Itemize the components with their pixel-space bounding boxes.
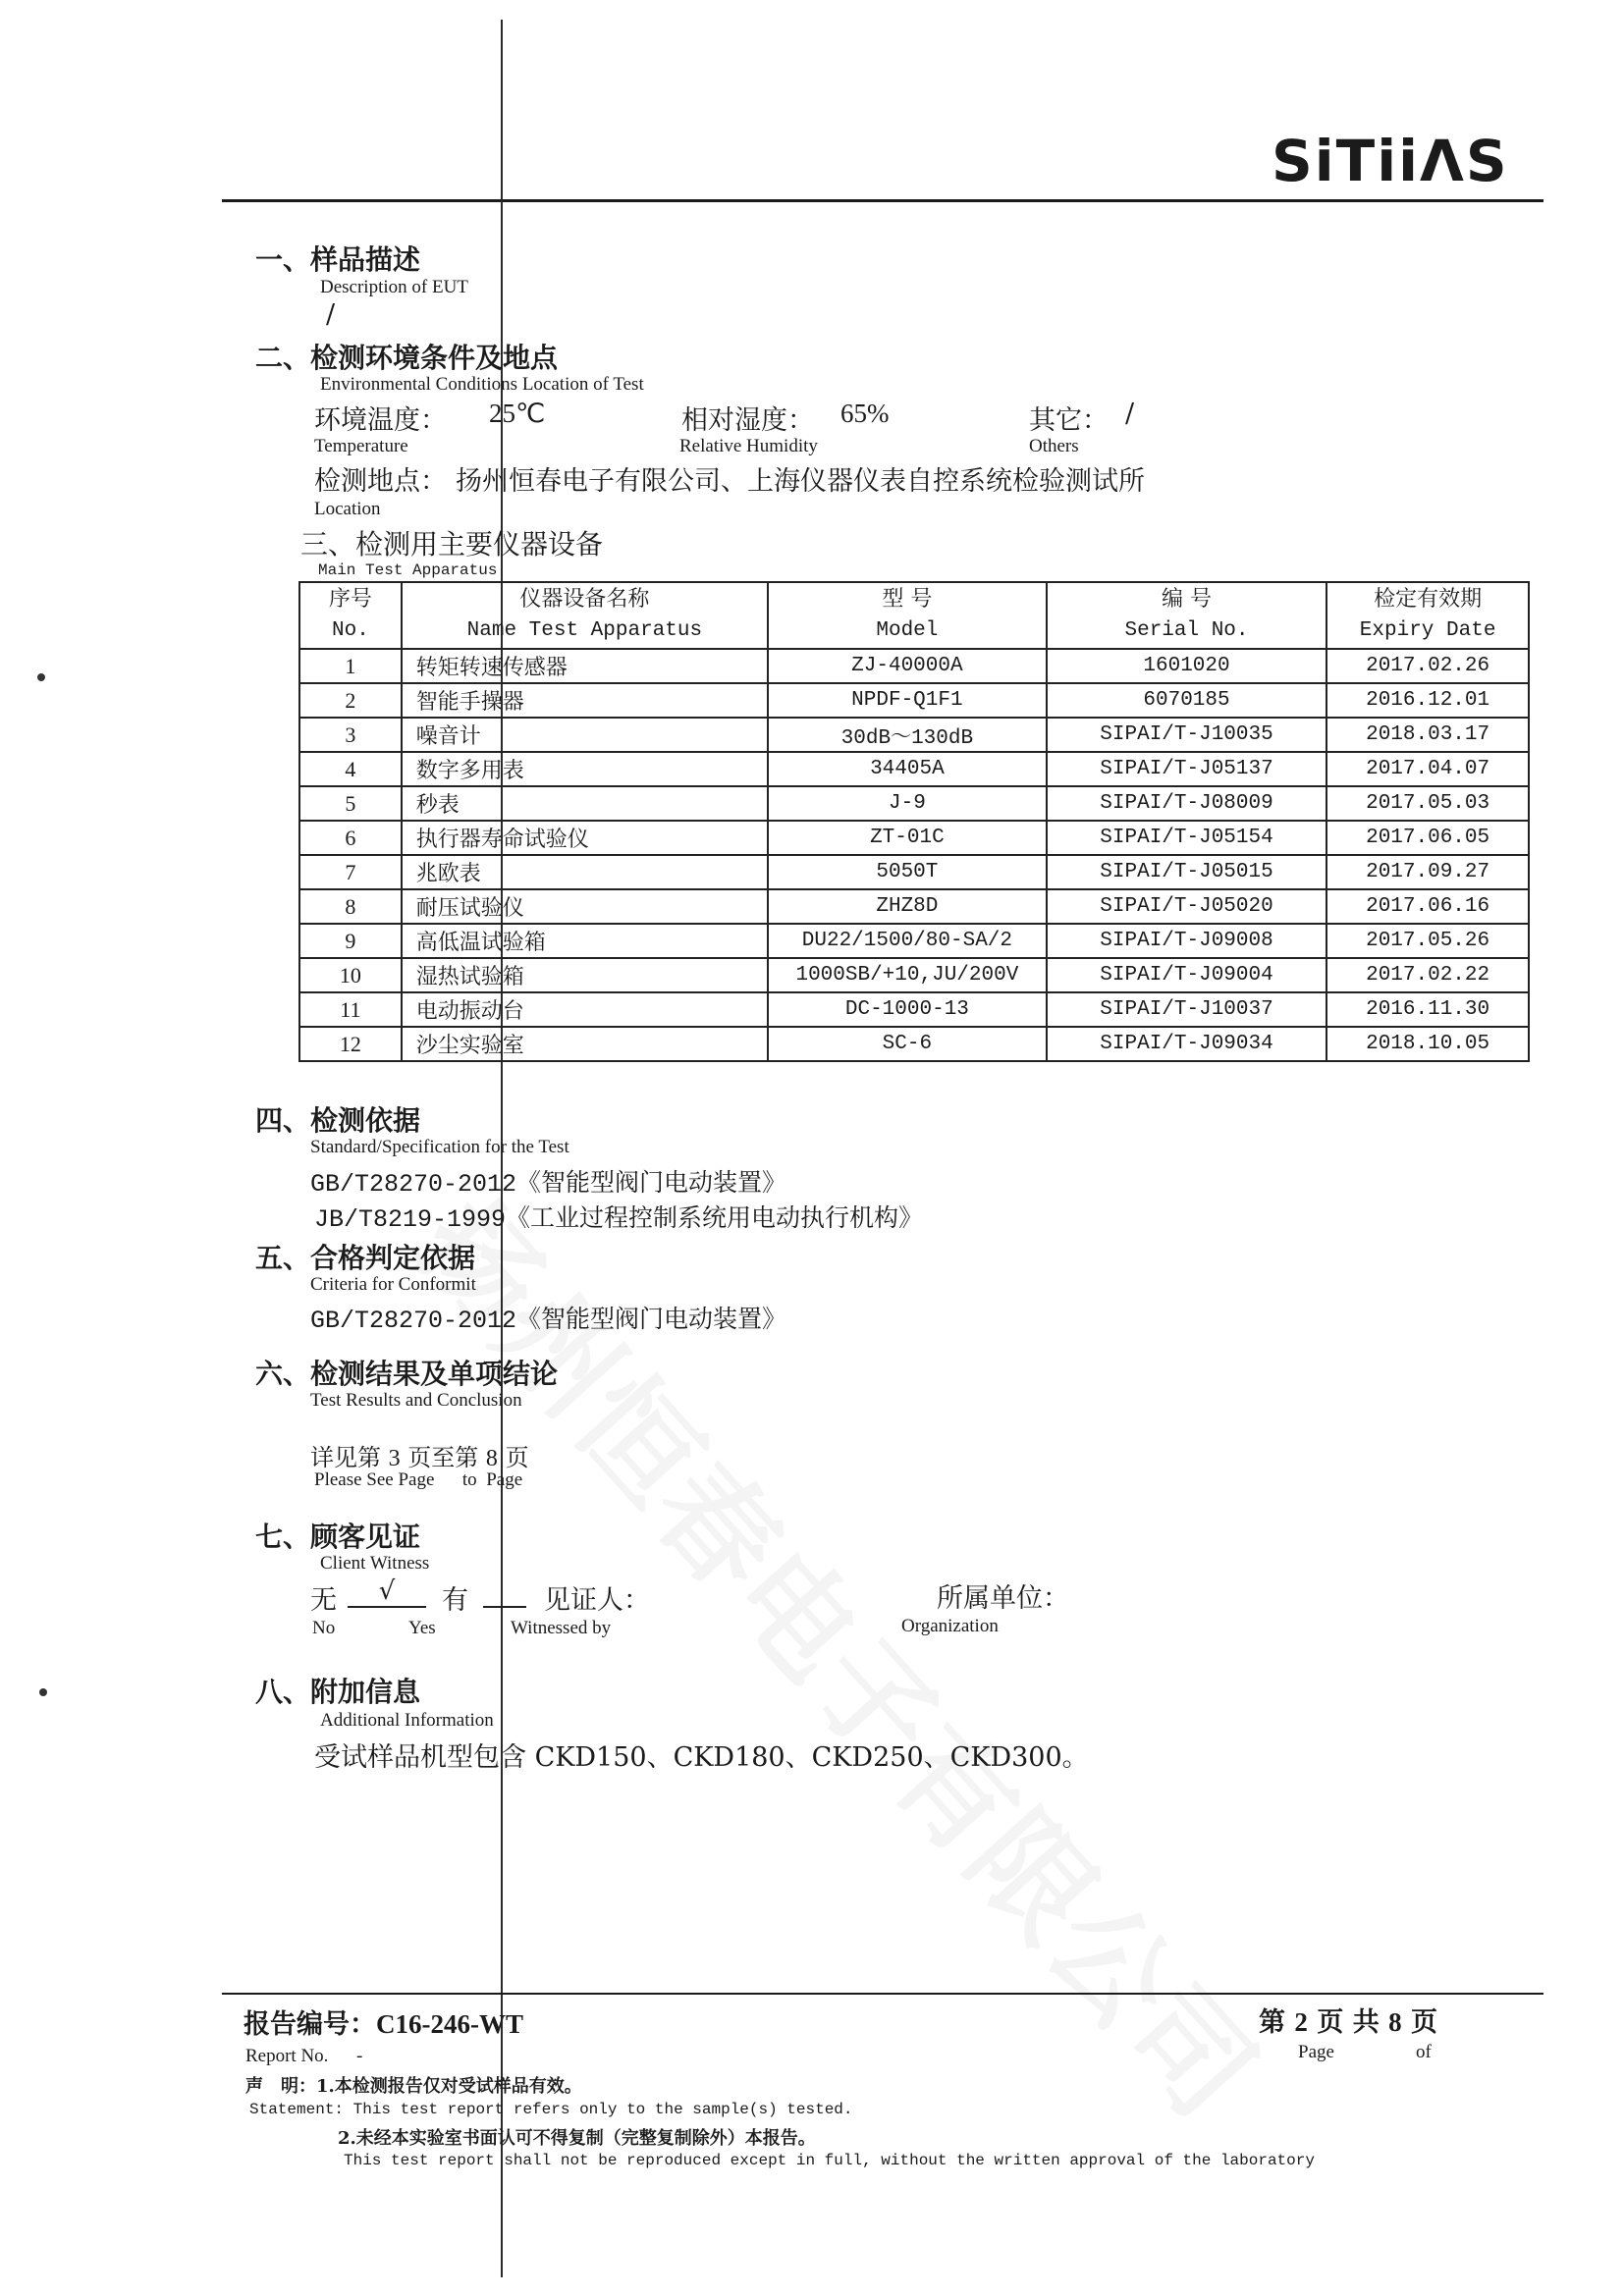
section-5-en: Criteria for Conformit [310,1274,476,1295]
report-number: 报告编号：C16-246-WT [244,2009,523,2040]
witness-yes-checkbox [483,1576,526,1608]
standard-2: JB/T8219-1999《工业过程控制系统用电动执行机构》 [314,1205,924,1234]
section-2-title: 二、检测环境条件及地点 [255,342,559,374]
location-label: 检测地点： [314,466,447,497]
results-page-range: 详见第 3 页至第 8 页 [310,1444,529,1471]
table-row: 3 噪音计 30dB～130dB SIPAI/T-J10035 2018.03.17 [299,718,1529,752]
section-1-title: 一、样品描述 [255,243,421,276]
check-mark-icon: √ [378,1576,396,1606]
temperature-value: 25℃ [489,399,546,428]
section-4-title: 四、检测依据 [255,1104,421,1137]
table-row: 5 秒表 J-9 SIPAI/T-J08009 2017.05.03 [299,786,1529,821]
section-6-title: 六、检测结果及单项结论 [255,1358,559,1390]
company-logo: SiTiiΛS [1272,128,1509,194]
standard-1: GB/T28270-2012《智能型阀门电动装置》 [310,1170,787,1199]
table-row: 6 执行器寿命试验仪 ZT-01C SIPAI/T-J05154 2017.06.05 [299,821,1529,855]
humidity-value: 65% [840,399,890,428]
page-en: Page [1298,2042,1334,2062]
table-row: 9 高低温试验箱 DU22/1500/80-SA/2 SIPAI/T-J09008 2017.05.26 [299,924,1529,958]
organization-label: 所属单位： [937,1583,1069,1614]
humidity-label: 相对湿度： [681,405,814,436]
section-5-title: 五、合格判定依据 [255,1242,476,1274]
section-7-en: Client Witness [320,1553,430,1574]
section-8-en: Additional Information [320,1710,494,1731]
witness-by-label: 见证人： [544,1585,650,1616]
temperature-en: Temperature [314,436,408,456]
page-indicator: 第 2 页 共 8 页 [1259,2007,1438,2038]
results-page-range-en: Please See Page to Page [314,1469,523,1490]
location-en: Location [314,499,381,519]
temperature-label: 环境温度： [314,405,447,436]
section-1-en: Description of EUT [320,277,468,297]
scan-dot [37,673,45,681]
table-row: 10 湿热试验箱 1000SB/+10,JU/200V SIPAI/T-J09004 2017.02.22 [299,958,1529,992]
others-value: / [1125,399,1135,429]
footer-rule [222,1993,1543,1995]
col-name-header: 仪器设备名称 Name Test Apparatus [402,582,768,649]
section-2-en: Environmental Conditions Location of Test [320,374,644,395]
of-en: of [1416,2042,1432,2062]
table-row: 11 电动振动台 DC-1000-13 SIPAI/T-J10037 2016.11.30 [299,992,1529,1027]
witness-no-checkbox [348,1576,426,1608]
section-6-en: Test Results and Conclusion [310,1390,522,1411]
witness-no-label: 无 [310,1585,337,1616]
criteria-standard: GB/T28270-2012《智能型阀门电动装置》 [310,1307,787,1335]
table-row: 1 转矩转速传感器 ZJ-40000A 1601020 2017.02.26 [299,649,1529,683]
others-en: Others [1029,436,1079,456]
organization-en: Organization [901,1616,999,1636]
header-rule [222,199,1543,202]
table-row: 12 沙尘实验室 SC-6 SIPAI/T-J09034 2018.10.05 [299,1027,1529,1061]
witness-by-en: Witnessed by [511,1618,612,1638]
others-label: 其它： [1029,405,1109,436]
humidity-en: Relative Humidity [679,436,818,456]
table-row: 8 耐压试验仪 ZHZ8D SIPAI/T-J05020 2017.06.16 [299,889,1529,924]
witness-no-en: No [312,1618,336,1638]
witness-yes-en: Yes [408,1618,436,1638]
additional-info-value: 受试样品机型包含 CKD150、CKD180、CKD250、CKD300。 [314,1742,1089,1773]
witness-yes-label: 有 [442,1585,468,1616]
section-3-title: 三、检测用主要仪器设备 [300,528,604,561]
col-no-header: 序号 No. [299,582,402,649]
col-date-header: 检定有效期 Expiry Date [1326,582,1529,649]
table-row: 4 数字多用表 34405A SIPAI/T-J05137 2017.04.07 [299,752,1529,786]
section-7-title: 七、顾客见证 [255,1521,421,1553]
section-1-value: / [326,299,336,330]
report-number-en: Report No. - [245,2046,363,2066]
section-8-title: 八、附加信息 [255,1676,421,1708]
section-4-en: Standard/Specification for the Test [310,1137,569,1157]
scan-dot [39,1688,47,1696]
statement-1-en: Statement: This test report refers only to the sample(s) tested. [249,2101,853,2118]
statement-1: 声 明：1.本检测报告仅对受试样品有效。 [245,2076,582,2097]
location-value: 扬州恒春电子有限公司、上海仪器仪表自控系统检验测试所 [456,466,1145,497]
table-row: 2 智能手操器 NPDF-Q1F1 6070185 2016.12.01 [299,683,1529,718]
statement-2: 2.未经本实验室书面认可不得复制（完整复制除外）本报告。 [338,2128,816,2149]
section-3-en: Main Test Apparatus [318,561,498,579]
col-model-header: 型 号 Model [768,582,1047,649]
statement-2-en: This test report shall not be reproduced except in full, without the written approval of the laboratory [344,2152,1315,2169]
table-header-row [299,582,1529,649]
table-row: 7 兆欧表 5050T SIPAI/T-J05015 2017.09.27 [299,855,1529,889]
apparatus-table [298,581,1530,1062]
col-serial-header: 编 号 Serial No. [1047,582,1326,649]
